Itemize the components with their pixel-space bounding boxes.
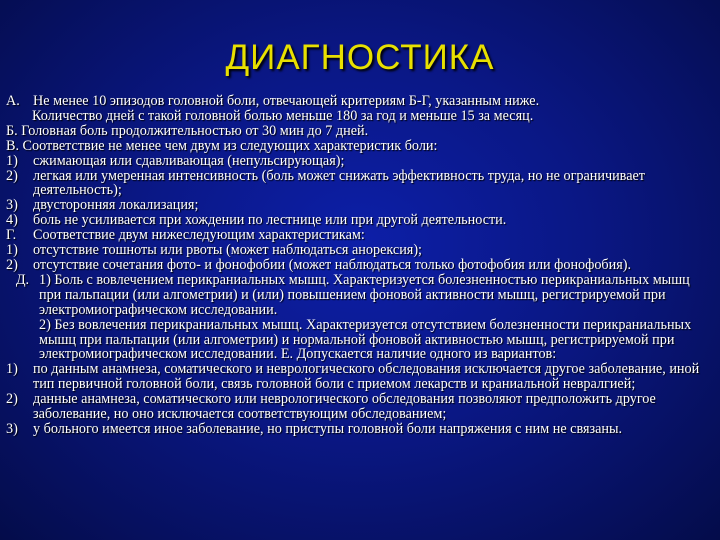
criterion-d [6,273,714,318]
list-item [6,362,714,392]
item-text: данные анамнеза, соматического или неврологического обследования позволяют предположить другое заболевание, но оно исключается соответствующим обследованием; [33,391,656,423]
item-text: отсутствие тошноты или рвоты (может наблюдаться анорексия); [33,242,422,259]
criterion-b: Б. Головная боль продолжительностью от 30 мин до 7 дней. [6,122,369,139]
item-text: по данным анамнеза, соматического и неврологического обследования исключается другое заболевание, иной тип первичной головной боли, связь головной боли с приемом лекарств и краниальной невралгией; [33,361,700,393]
list-item [6,243,714,258]
criterion-d-variant-2: 2) Без вовлечения перикраниальных мышц. Характеризуется отсутствием болезненности перикраниальных мышц при пальпации (или алгометрии) и нормальной фоновой активностью мышц, регистрируемой при электромиографическом исследовании. Е. Допускается наличие одного из вариантов: [39,316,692,363]
marker: 2) [6,256,18,273]
criterion-g [6,228,714,243]
marker: 1) [6,152,18,169]
item-text: отсутствие сочетания фото- и фонофобии (может наблюдаться только фотофобия или фонофобия). [33,256,632,273]
item-text: двусторонняя локализация; [33,197,199,214]
marker: 3) [6,420,18,437]
criteria-text [6,94,714,437]
criterion-a-detail: Количество дней с такой головной болью меньше 180 за год и меньше 15 за месяц. [32,107,534,124]
criterion-v: В. Соответствие не менее чем двум из следующих характеристик боли: [6,137,438,154]
list-item [6,422,714,437]
criterion-text: Соответствие двум нижеследующим характеристикам: [33,227,365,244]
slide-title: ДИАГНОСТИКА [225,38,495,77]
list-item [6,392,714,422]
criterion-text: 1) Боль с вовлечением перикраниальных мышц. Характеризуется болезненностью перикраниальных мышц при пальпации (или алгометрии) и (или) повышением фоновой активности мышц, регистрируемой при электромиографическом исследовании. [39,271,690,318]
marker: 1) [6,361,18,378]
criterion-text: Не менее 10 эпизодов головной боли, отвечающей критериям Б-Г, указанным ниже. [33,93,540,109]
marker: 4) [6,212,18,229]
marker: 1) [6,242,18,259]
item-text: боль не усиливается при хождении по лестнице или при другой деятельности. [33,212,507,229]
list-item [6,169,714,199]
marker: 2) [6,167,18,184]
list-item [6,258,714,273]
list-item [6,154,714,169]
marker: А. [6,93,20,109]
marker: 3) [6,197,18,214]
item-text: у больного имеется иное заболевание, но приступы головной боли напряжения с ним не связаны. [33,420,623,437]
list-item [6,213,714,228]
item-text: легкая или умеренная интенсивность (боль может снижать эффективность труда, но не ограничивает деятельность); [33,167,645,199]
marker: Д. [15,271,30,288]
item-text: сжимающая или сдавливающая (непульсирующая); [33,152,345,169]
criterion-a [6,94,714,109]
list-item [6,198,714,213]
marker: Г. [6,227,17,244]
marker: 2) [6,391,18,408]
